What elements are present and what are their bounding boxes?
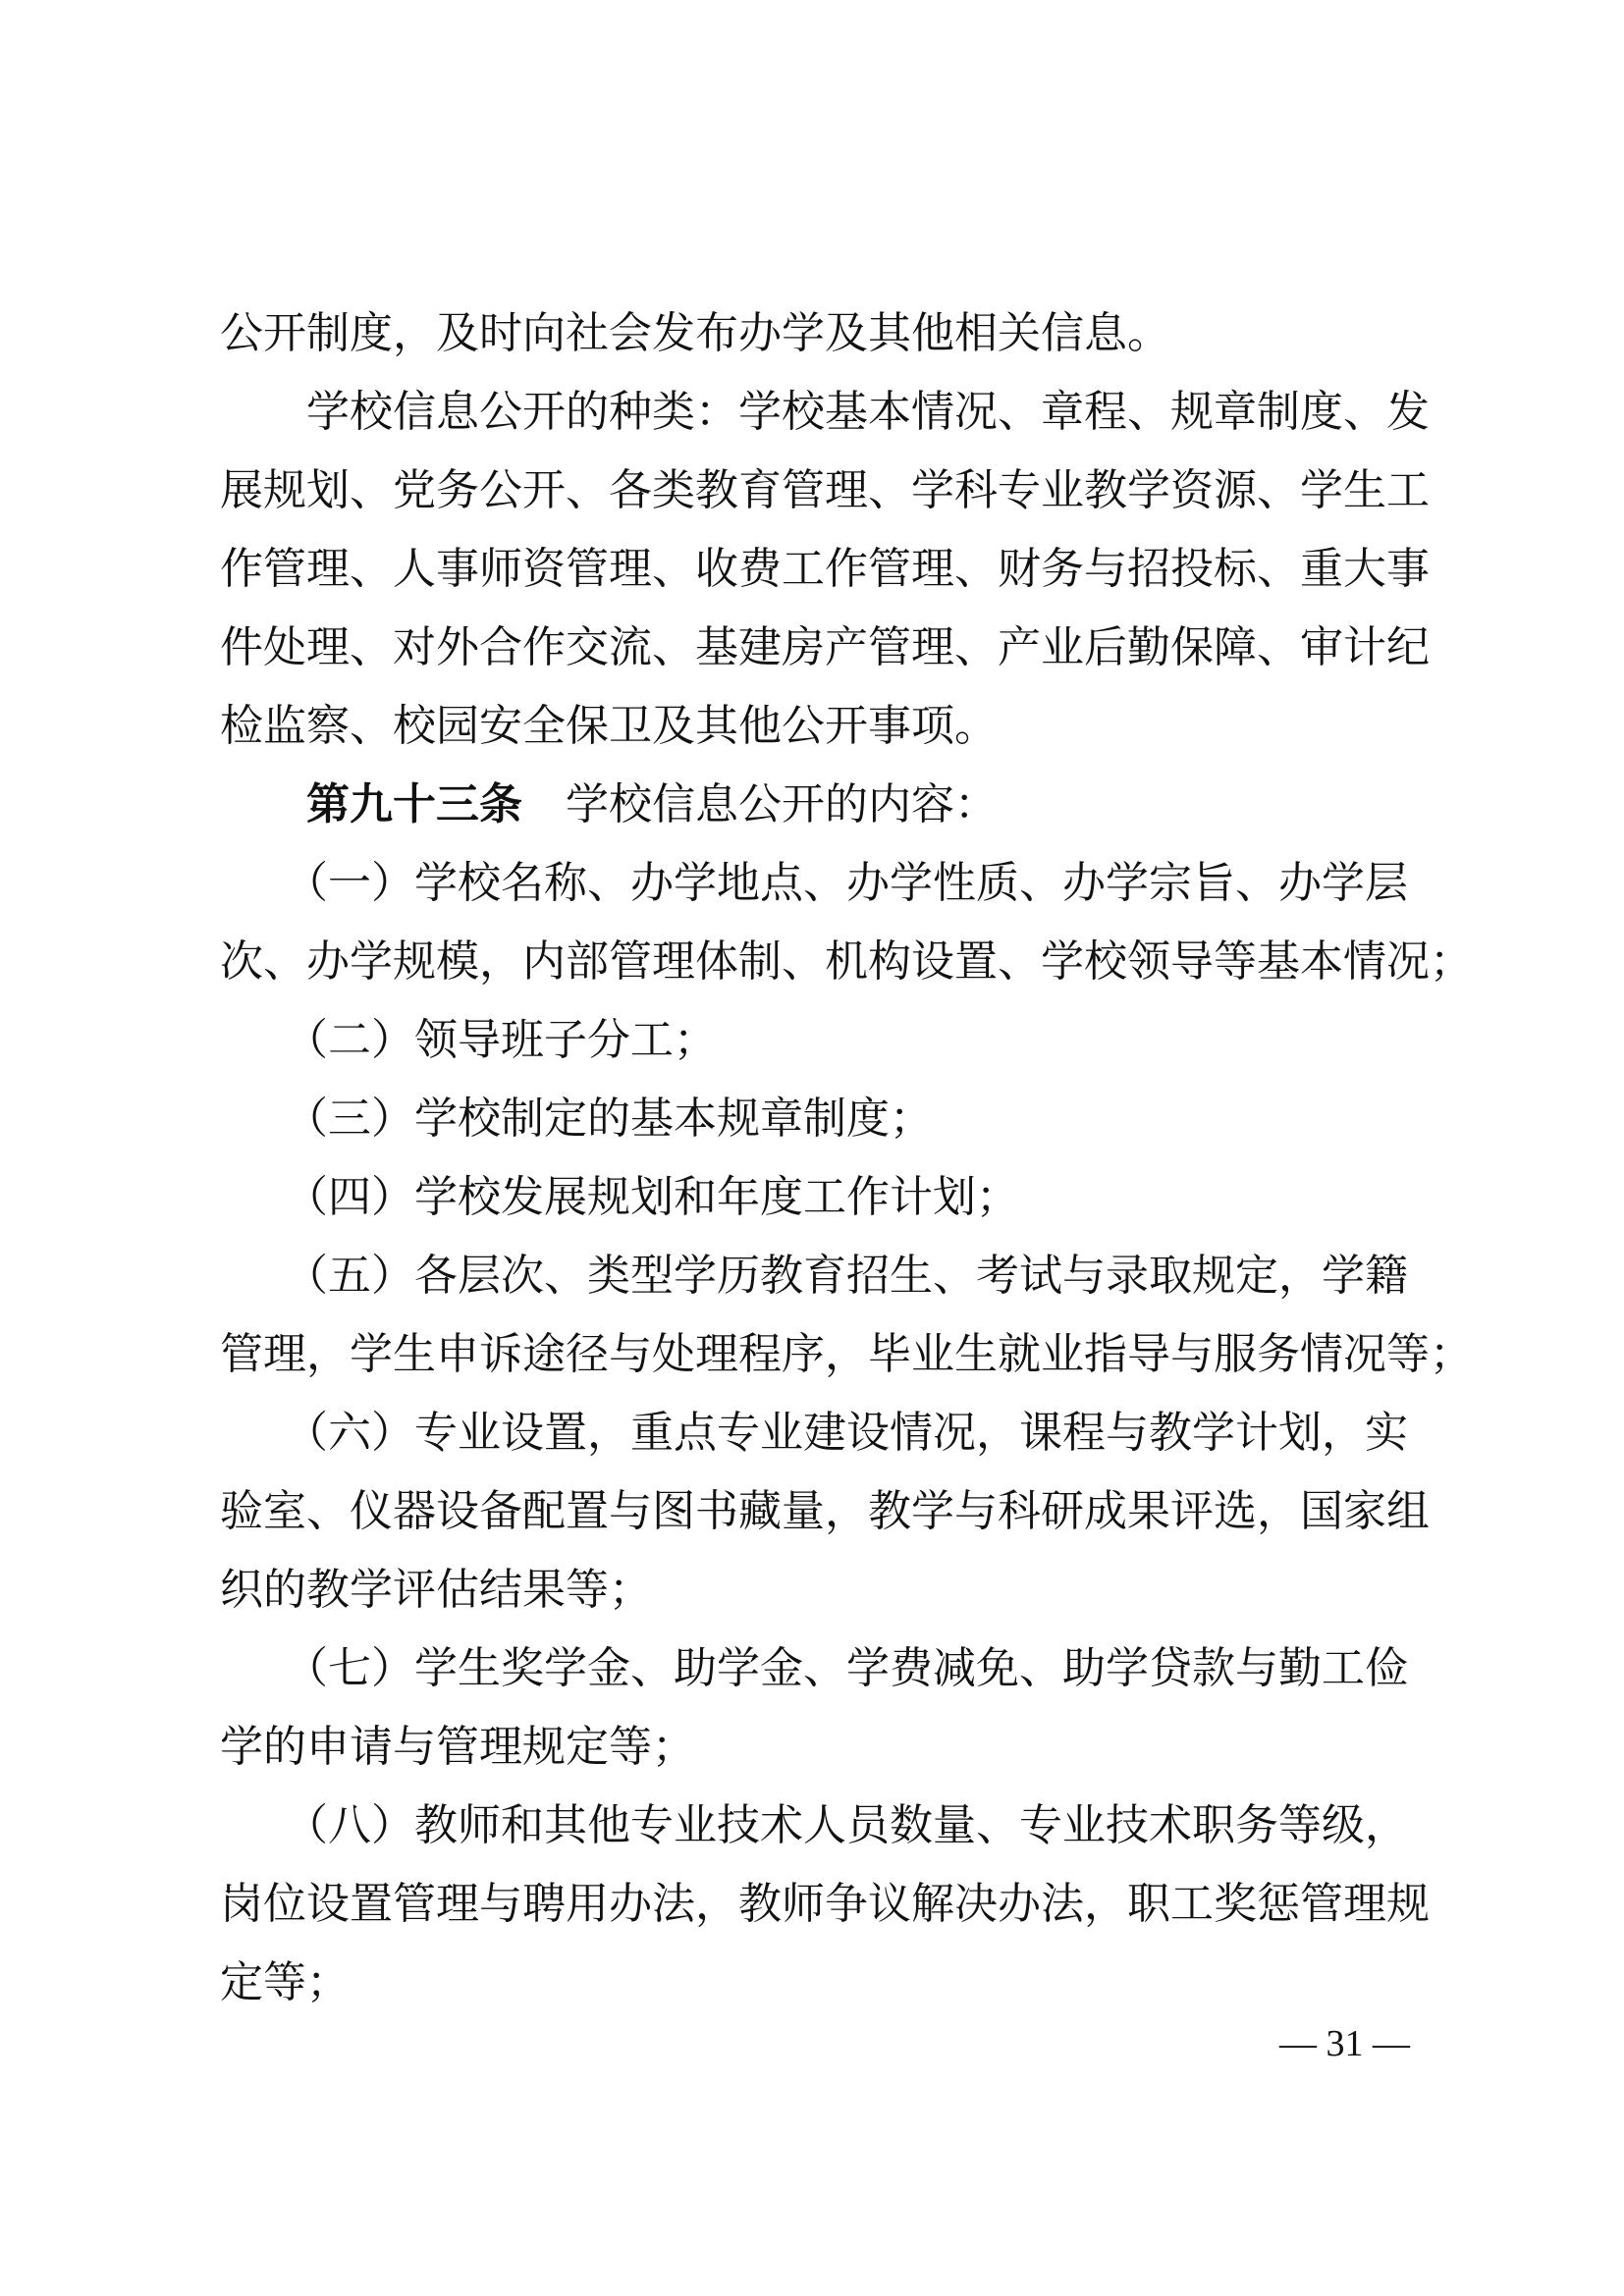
line-text: 件处理、对外合作交流、基建房产管理、产业后勤保障、审计纪 — [220, 623, 1430, 671]
line-text: 验室、仪器设备配置与图书藏量，教学与科研成果评选，国家组 — [220, 1487, 1430, 1535]
line-text: 学校信息公开的种类：学校基本情况、章程、规章制度、发 — [220, 388, 1430, 436]
line-text: 次、办学规模，内部管理体制、机构设置、学校领导等基本情况； — [220, 937, 1473, 986]
text-line — [220, 1001, 1437, 1080]
line-text: （一）学校名称、办学地点、办学性质、办学宗旨、办学层 — [220, 859, 1408, 907]
text-line — [220, 1944, 1437, 2022]
text-line — [220, 609, 1437, 687]
line-text: 作管理、人事师资管理、收费工作管理、财务与招投标、重大事 — [220, 545, 1430, 593]
line-text: 公开制度，及时向社会发布办学及其他相关信息。 — [220, 309, 1170, 357]
text-line — [220, 1629, 1437, 1708]
text-line — [220, 1080, 1437, 1158]
line-text: 管理，学生申诉途径与处理程序，毕业生就业指导与服务情况等； — [220, 1330, 1473, 1378]
line-text: （二）领导班子分工； — [220, 1016, 717, 1064]
line-text: （七）学生奖学金、助学金、学费减免、助学贷款与勤工俭 — [220, 1644, 1408, 1692]
text-line — [220, 844, 1437, 923]
line-text: 学校信息公开的内容： — [522, 780, 998, 828]
text-line — [220, 373, 1437, 452]
line-text: （五）各层次、类型学历教育招生、考试与录取规定，学籍 — [220, 1252, 1408, 1300]
text-line — [220, 1472, 1437, 1551]
line-text: 展规划、党务公开、各类教育管理、学科专业教学资源、学生工 — [220, 466, 1430, 514]
article-93-heading-line — [220, 766, 1437, 844]
text-line — [220, 1708, 1437, 1787]
line-text: （六）专业设置，重点专业建设情况，课程与教学计划，实 — [220, 1409, 1408, 1457]
text-line — [220, 1551, 1437, 1629]
page-number: — 31 — — [1279, 2023, 1410, 2064]
line-text: 检监察、校园安全保卫及其他公开事项。 — [220, 702, 998, 750]
line-text: （八）教师和其他专业技术人员数量、专业技术职务等级， — [220, 1801, 1408, 1849]
text-line — [220, 1237, 1437, 1315]
text-line — [220, 530, 1437, 609]
line-text: 岗位设置管理与聘用办法，教师争议解决办法，职工奖惩管理规 — [220, 1880, 1430, 1928]
line-text: 学的申请与管理规定等； — [220, 1723, 695, 1771]
text-line — [220, 1158, 1437, 1237]
article-number-bold: 第九十三条 — [220, 780, 522, 828]
text-line — [220, 1315, 1473, 1394]
text-line — [220, 452, 1437, 530]
text-line — [220, 687, 1437, 766]
text-line — [220, 923, 1473, 1001]
text-line — [220, 1865, 1437, 1944]
page-body-text — [220, 294, 1473, 2022]
text-line — [220, 1787, 1437, 1865]
text-line — [220, 294, 1437, 373]
line-text: 定等； — [220, 1958, 350, 2006]
line-text: （三）学校制定的基本规章制度； — [220, 1095, 933, 1143]
line-text: 织的教学评估结果等； — [220, 1566, 652, 1614]
line-text: （四）学校发展规划和年度工作计划； — [220, 1173, 1019, 1221]
text-line — [220, 1394, 1437, 1472]
